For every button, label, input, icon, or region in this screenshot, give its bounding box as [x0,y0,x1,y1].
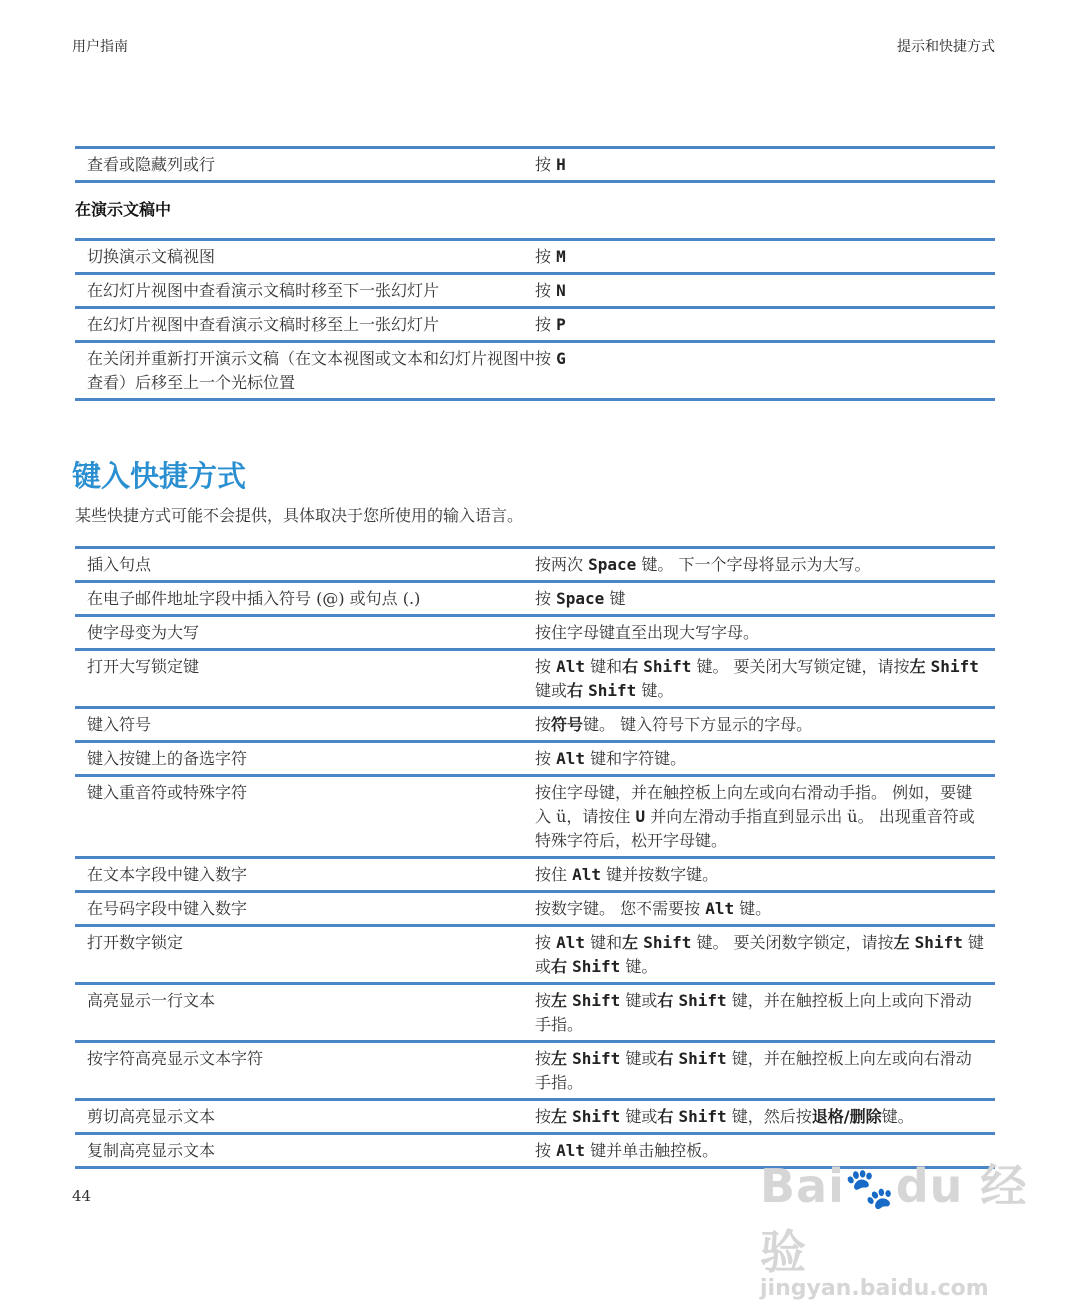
description-text: 键，并在触控板上向左或向右滑动手指。 [535,1049,972,1092]
description-text: 键或 [535,681,568,700]
bold-term: 退格/删除 [811,1107,882,1126]
description-text: 按两次 [535,555,589,574]
table-row [75,709,995,743]
shortcut-action: 查看或隐藏列或行 [87,155,216,174]
shortcut-action: 插入句点 [87,555,152,574]
shortcut-action: 打开数字锁定 [87,933,184,952]
description-text: 键。 要关闭大写锁定键，请按 [691,657,910,676]
description-text: 按 [535,749,557,768]
description-text: 键和 [585,657,623,676]
key-name: P [556,315,566,334]
table-row [75,927,995,985]
shortcut-action: 切换演示文稿视图 [87,247,216,266]
shortcut-description [535,1105,995,1129]
description-text: 按 [535,155,557,174]
key-name: Alt [556,1141,585,1160]
description-text: 键。 下一个字母将显示为大写。 [636,555,871,574]
description-text: 按 [535,657,557,676]
shortcut-action: 在幻灯片视图中查看演示文稿时移至上一张幻灯片 [87,315,440,334]
table-row [75,743,995,777]
description-text: 并向左滑动手指直到显示出 ü。 出现重音符或特殊字符后，松开字母键。 [535,807,975,850]
key-name: N [556,281,566,300]
description-text: 键或 [620,1049,658,1068]
bold-term: 左 [551,1049,568,1068]
shortcut-description [535,897,995,921]
shortcut-description [535,245,995,269]
description-text: 键或 [535,933,984,976]
key-name: M [556,247,566,266]
shortcut-action: 使字母变为大写 [87,623,200,642]
key-name: Shift [572,1049,621,1068]
shortcut-description [535,863,995,887]
description-text: 按 [535,1141,557,1160]
key-name: Alt [705,899,735,918]
table-row [75,859,995,893]
key-name: Shift [678,1107,727,1126]
description-text: 按 [535,933,557,952]
shortcut-action: 键入按键上的备选字符 [87,749,248,768]
running-header-right: 提示和快捷方式 [897,39,995,55]
key-name: Shift [588,681,637,700]
description-text: 键 [604,589,626,608]
table-row [75,309,995,343]
table-row [75,777,995,859]
key-name: Space [556,589,605,608]
description-text: 键和 [585,933,623,952]
subheading-presentations: 在演示文稿中 [75,200,172,219]
shortcut-description [535,153,995,177]
shortcut-description [535,989,995,1037]
table-row [75,343,995,401]
description-text: 键并按数字键。 [601,865,719,884]
description-text: 按住 [535,865,573,884]
description-text: 按 [535,315,557,334]
description-text: 按 [535,247,557,266]
shortcut-description [535,713,995,737]
shortcut-table-presentations [75,238,995,401]
table-row [75,583,995,617]
bold-term: 右 [622,657,639,676]
table-row [75,1043,995,1101]
shortcut-action: 在关闭并重新打开演示文稿（在文本视图或文本和幻灯片视图中查看）后移至上一个光标位置 [87,349,536,392]
bold-term: 左 [551,991,568,1010]
description-text: 按住字母键，并在触控板上向左或向右滑动手指。 例如，要键入 ü，请按住 [535,783,973,826]
shortcut-action: 按字符高亮显示文本字符 [87,1049,264,1068]
shortcut-description [535,655,995,703]
description-text: 键并单击触控板。 [585,1141,719,1160]
description-text: 键或 [620,1107,658,1126]
description-text: 键。 [734,899,772,918]
key-name: Shift [643,933,692,952]
baidu-watermark-logo: Bai🐾du 经验 jingyan.baidu.com [760,1159,1028,1301]
description-text: 按 [535,281,557,300]
shortcut-action: 在电子邮件地址字段中插入符号 (@) 或句点 (.) [87,589,421,608]
description-text: 键。 键入符号下方显示的字母。 [583,715,813,734]
bold-term: 左 [909,657,926,676]
table-row [75,617,995,651]
description-text: 按 [535,1107,552,1126]
bold-term: 右 [567,681,584,700]
shortcut-description [535,313,995,337]
table-row [75,893,995,927]
key-name: H [556,155,566,174]
table-row [75,1101,995,1135]
bold-term: 右 [657,991,674,1010]
key-name: Space [588,555,637,574]
description-text: 键。 [636,681,674,700]
description-text: 键。 要关闭数字锁定，请按 [691,933,894,952]
shortcut-description [535,931,995,979]
table-row [75,549,995,583]
shortcut-action: 在号码字段中键入数字 [87,899,248,918]
table-row [75,985,995,1043]
shortcut-action: 在文本字段中键入数字 [87,865,248,884]
page-number: 44 [72,1187,92,1205]
key-name: Alt [556,933,585,952]
key-name: Shift [572,957,621,976]
shortcut-action: 高亮显示一行文本 [87,991,216,1010]
bold-term: 右 [551,957,568,976]
shortcut-action: 打开大写锁定键 [87,657,200,676]
running-header-left: 用户指南 [72,39,128,55]
bold-term: 符号 [551,715,584,734]
description-text: 键，并在触控板上向上或向下滑动手指。 [535,991,972,1034]
key-name: Alt [556,749,585,768]
table-row [75,651,995,709]
section-title: 键入快捷方式 [72,459,247,493]
description-text: 键或 [620,991,658,1010]
shortcut-action: 剪切高亮显示文本 [87,1107,216,1126]
description-text: 键，然后按 [726,1107,812,1126]
key-name: Alt [572,865,601,884]
description-text: 键。 [620,957,658,976]
bold-term: 右 [657,1107,674,1126]
table-row [75,241,995,275]
shortcut-table-typing [75,546,995,1169]
shortcut-description [535,553,995,577]
shortcut-description [535,621,995,645]
key-name: Shift [914,933,963,952]
shortcut-action: 键入符号 [87,715,152,734]
description-text: 键和字符键。 [585,749,687,768]
description-text: 按 [535,991,552,1010]
shortcut-description [535,587,995,611]
shortcut-description [535,781,995,853]
key-name: Shift [678,991,727,1010]
shortcut-table-spreadsheet [75,146,995,183]
key-name: Shift [572,1107,621,1126]
shortcut-description [535,279,995,303]
table-row [75,275,995,309]
shortcut-description [535,1047,995,1095]
description-text: 按 [535,1049,552,1068]
key-name: Shift [678,1049,727,1068]
bold-term: 左 [893,933,910,952]
bold-term: 右 [657,1049,674,1068]
bold-term: 左 [551,1107,568,1126]
shortcut-description [535,347,995,395]
description-text: 按 [535,349,557,368]
description-text: 键。 [881,1107,914,1126]
key-name: Shift [643,657,692,676]
key-name: Shift [572,991,621,1010]
description-text: 按 [535,715,552,734]
description-text: 按 [535,589,557,608]
section-intro: 某些快捷方式可能不会提供，具体取决于您所使用的输入语言。 [75,506,524,525]
description-text: 按住字母键直至出现大写字母。 [535,623,760,642]
shortcut-action: 键入重音符或特殊字符 [87,783,248,802]
description-text: 按数字键。 您不需要按 [535,899,706,918]
key-name: Alt [556,657,585,676]
shortcut-action: 在幻灯片视图中查看演示文稿时移至下一张幻灯片 [87,281,440,300]
shortcut-description [535,747,995,771]
key-name: U [635,807,646,826]
table-row [75,149,995,183]
bold-term: 左 [622,933,639,952]
key-name: Shift [930,657,979,676]
key-name: G [556,349,566,368]
shortcut-action: 复制高亮显示文本 [87,1141,216,1160]
